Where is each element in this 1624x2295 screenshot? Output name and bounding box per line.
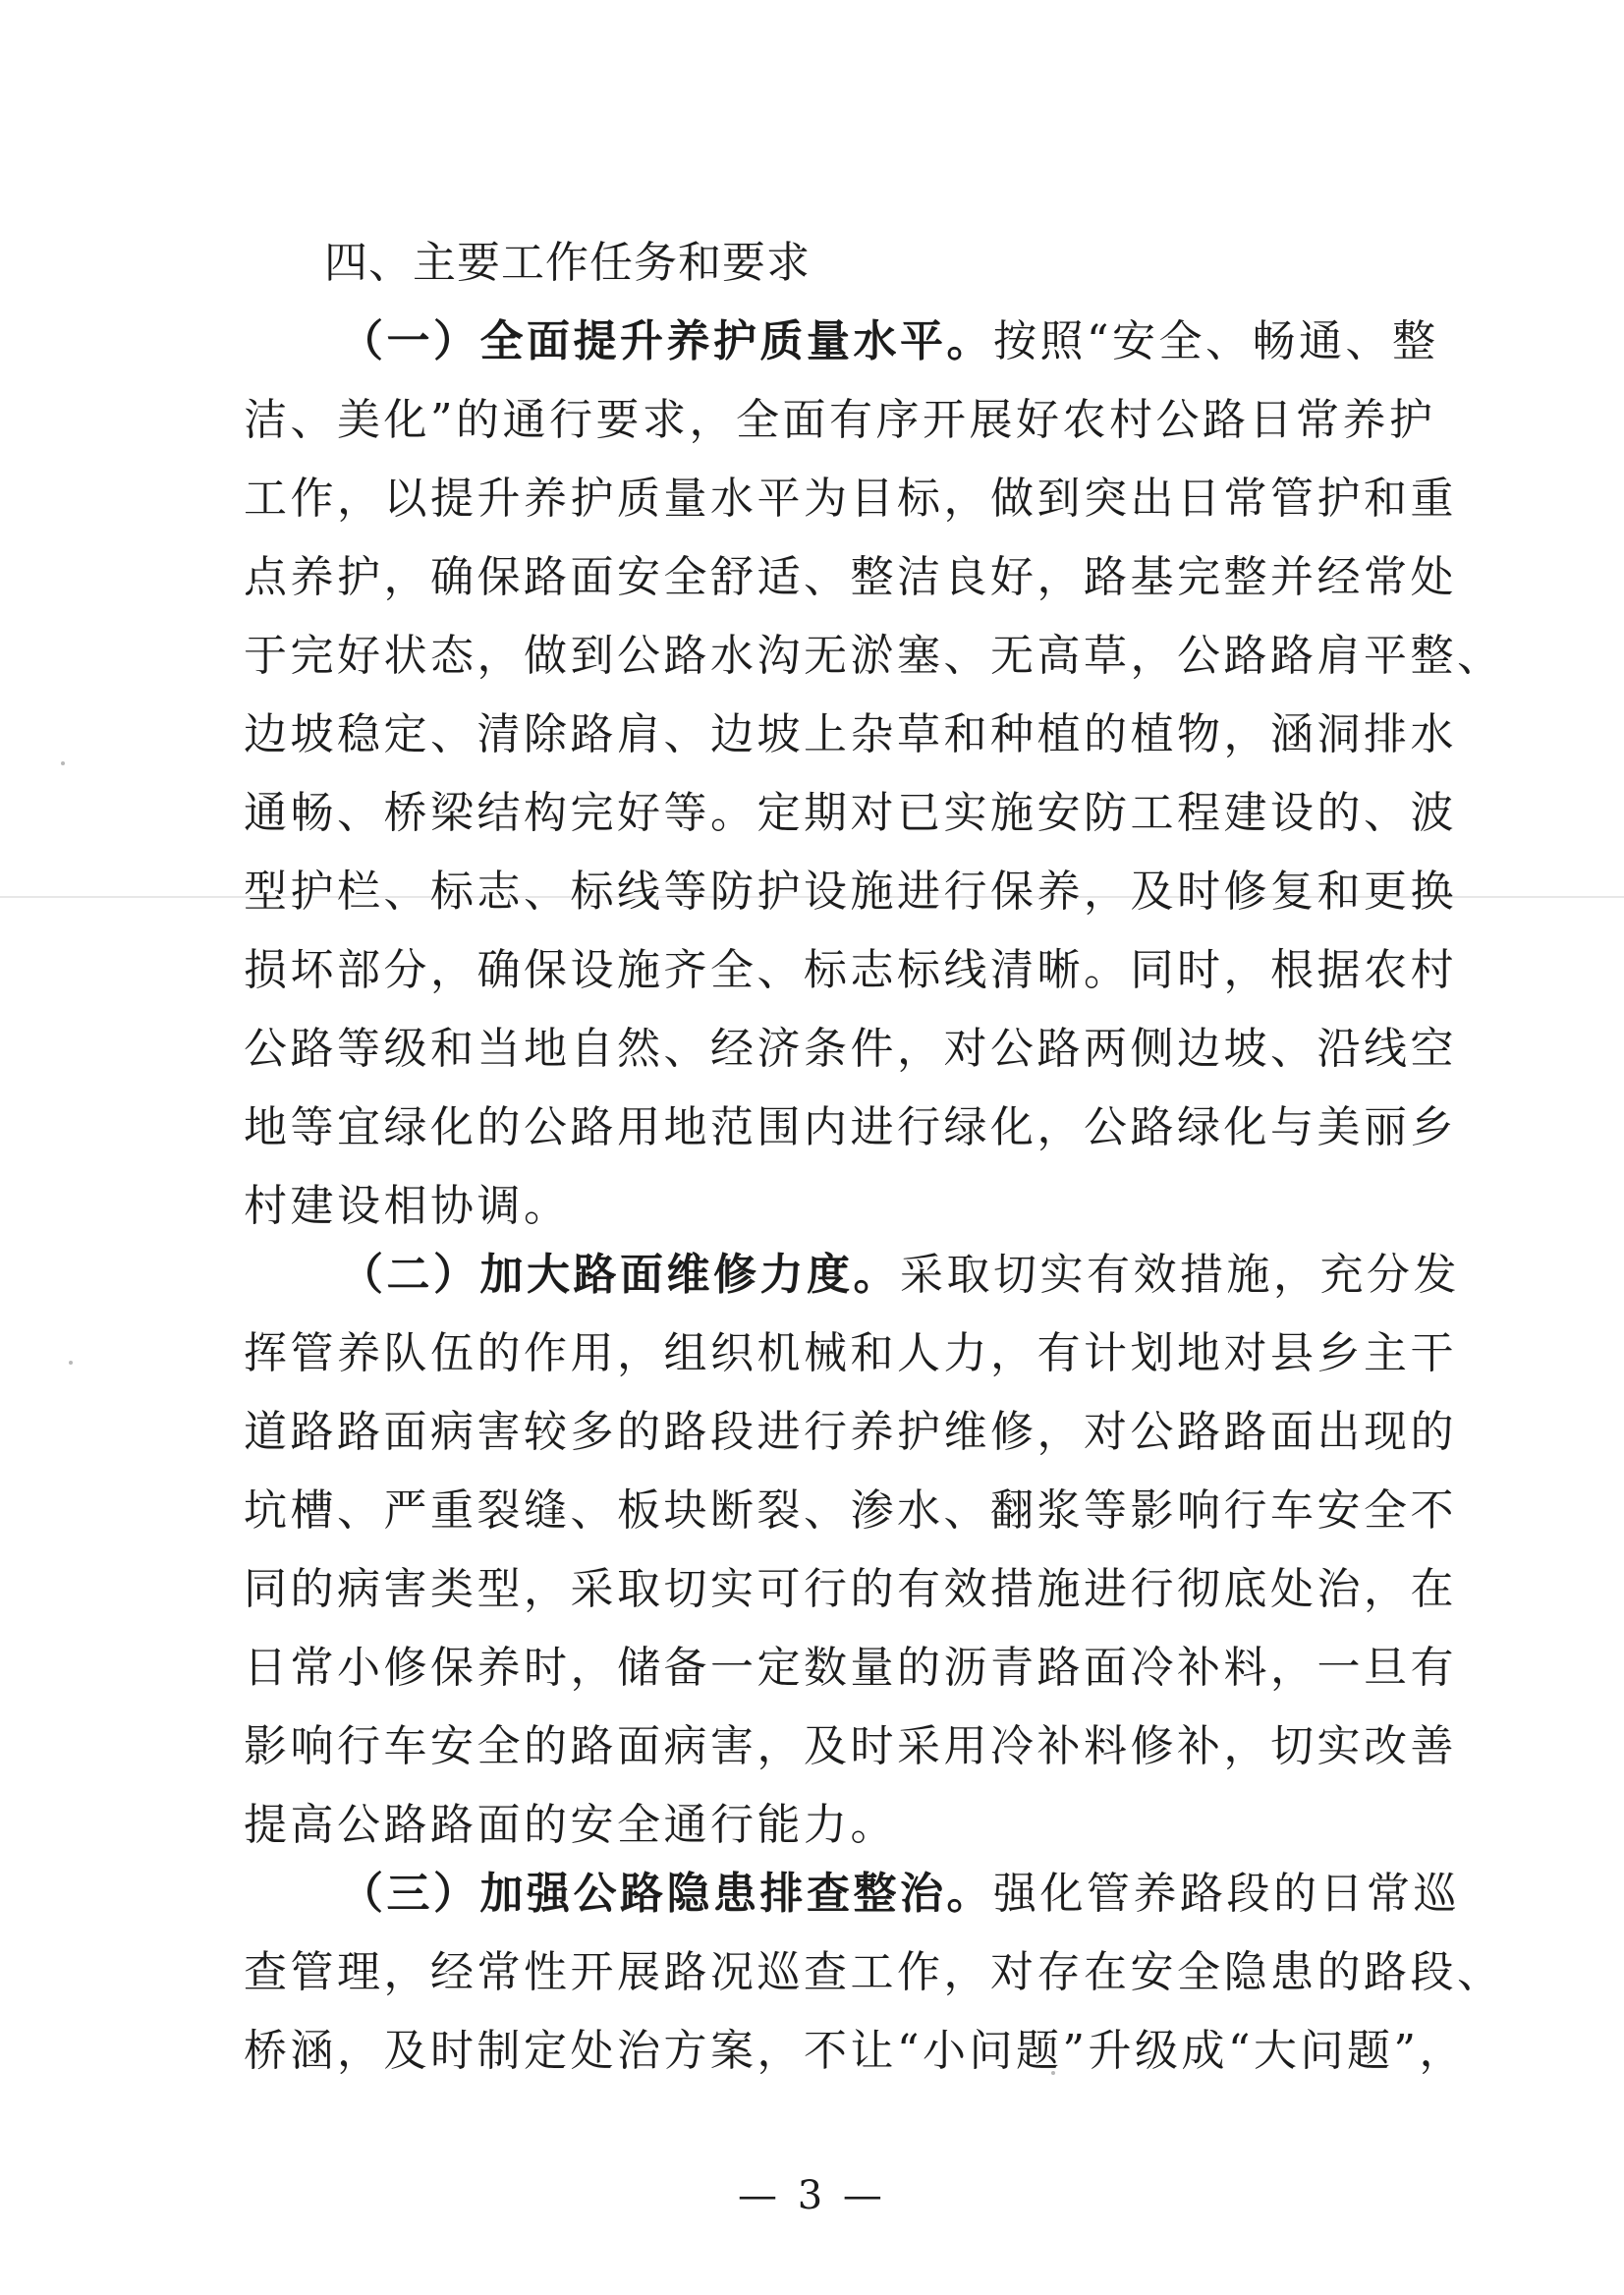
- subheading: （三）加强公路隐患排查整治。: [340, 1869, 993, 1919]
- text-line: 提高公路路面的安全通行能力。: [244, 1800, 897, 1850]
- text-line: 于完好状态，做到公路水沟无淤塞、无高草，公路路肩平整、: [244, 631, 1504, 681]
- text-line: 村建设相协调。: [244, 1181, 571, 1231]
- text-line: （三）加强公路隐患排查整治。强化管养路段的日常巡: [340, 1869, 1460, 1919]
- text-line: （一）全面提升养护质量水平。按照“安全、畅通、整: [340, 316, 1439, 366]
- text-line: 型护栏、标志、标线等防护设施进行保养，及时修复和更换: [244, 867, 1457, 917]
- text-line: 边坡稳定、清除路肩、边坡上杂草和种植的植物，涵洞排水: [244, 709, 1457, 759]
- text-line: 损坏部分，确保设施齐全、标志标线清晰。同时，根据农村: [244, 945, 1457, 995]
- text-line: 道路路面病害较多的路段进行养护维修，对公路路面出现的: [244, 1407, 1457, 1457]
- text-line: 公路等级和当地自然、经济条件，对公路两侧边坡、沿线空: [244, 1024, 1457, 1074]
- section-heading: 四、主要工作任务和要求: [324, 238, 811, 288]
- text-line: 日常小修保养时，储备一定数量的沥青路面冷补料，一旦有: [244, 1643, 1457, 1693]
- text-line: 同的病害类型，采取切实可行的有效措施进行彻底处治，在: [244, 1564, 1457, 1614]
- text-line: 挥管养队伍的作用，组织机械和人力，有计划地对县乡主干: [244, 1328, 1457, 1378]
- text-line: 洁、美化”的通行要求，全面有序开展好农村公路日常养护: [244, 395, 1436, 445]
- scan-speck: [69, 1361, 73, 1365]
- page-number: — 3 —: [738, 2173, 886, 2218]
- text-line: 坑槽、严重裂缝、板块断裂、渗水、翻浆等影响行车安全不: [244, 1485, 1457, 1536]
- scan-speck: [61, 761, 65, 765]
- subheading: （二）加大路面维修力度。: [340, 1250, 900, 1300]
- text-line: （二）加大路面维修力度。采取切实有效措施，充分发: [340, 1250, 1460, 1300]
- text-line: 地等宜绿化的公路用地范围内进行绿化，公路绿化与美丽乡: [244, 1102, 1457, 1152]
- text-line: 影响行车安全的路面病害，及时采用冷补料修补，切实改善: [244, 1721, 1457, 1771]
- subheading: （一）全面提升养护质量水平。: [340, 316, 993, 366]
- text-line: 通畅、桥梁结构完好等。定期对已实施安防工程建设的、波: [244, 788, 1457, 838]
- text-line: 工作，以提升养护质量水平为目标，做到突出日常管护和重: [244, 474, 1457, 524]
- text-line: 查管理，经常性开展路况巡查工作，对存在安全隐患的路段、: [244, 1947, 1504, 1997]
- text-line: 点养护，确保路面安全舒适、整洁良好，路基完整并经常处: [244, 552, 1457, 602]
- text-line: 桥涵，及时制定处治方案，不让“小问题”升级成“大问题”，: [244, 2026, 1466, 2076]
